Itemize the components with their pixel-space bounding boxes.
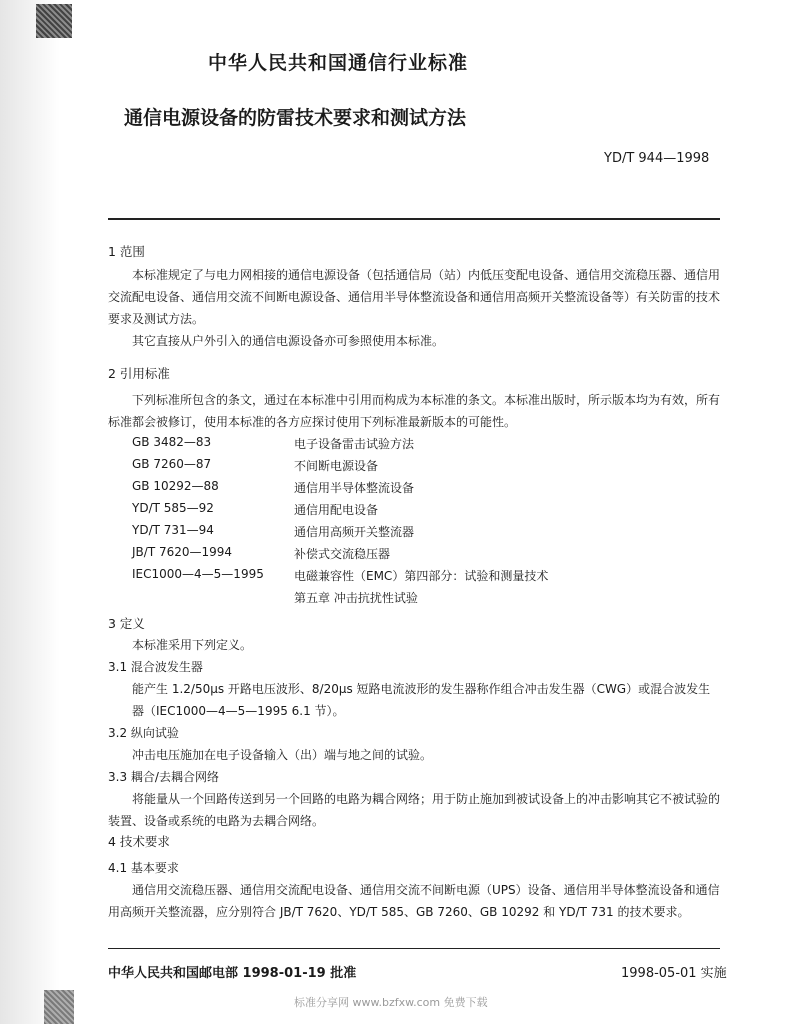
ref-name: 补偿式交流稳压器 bbox=[294, 547, 391, 561]
document-title: 通信电源设备的防雷技术要求和测试方法 bbox=[124, 107, 467, 129]
section-2-heading: 2 引用标准 bbox=[108, 366, 170, 381]
definition-3-2-heading: 3.2 纵向试验 bbox=[108, 726, 179, 740]
ref-code: YD/T 731—94 bbox=[132, 523, 214, 537]
ref-code: GB 7260—87 bbox=[132, 457, 212, 471]
ref-code: GB 10292—88 bbox=[132, 479, 219, 493]
section-3-heading: 3 定义 bbox=[108, 616, 145, 631]
ref-name: 通信用半导体整流设备 bbox=[294, 481, 415, 495]
ref-code: JB/T 7620—1994 bbox=[132, 545, 233, 559]
requirement-4-1-heading: 4.1 基本要求 bbox=[108, 861, 179, 875]
ref-name: 通信用高频开关整流器 bbox=[294, 525, 415, 539]
standard-code: YD/T 944—1998 bbox=[604, 151, 710, 166]
definition-3-3-text: 将能量从一个回路传送到另一个回路的电路为耦合网络；用于防止施加到被试设备上的冲击影响其它不被试验的装置、设备或系统的电路为去耦合网络。 bbox=[108, 792, 721, 828]
header-divider bbox=[108, 218, 720, 220]
ref-name: 不间断电源设备 bbox=[294, 459, 379, 473]
ref-name-continuation: 第五章 冲击抗扰性试验 bbox=[294, 591, 418, 605]
watermark: 标准分享网 www.bzfxw.com 免费下载 bbox=[294, 996, 488, 1009]
footer-divider bbox=[108, 948, 720, 949]
definition-3-1-text: 能产生 1.2/50μs 开路电压波形、8/20μs 短路电流波形的发生器称作组合冲击发生器（CWG）或混合波发生器（IEC1000—4—5—1995 6.1 节）。 bbox=[132, 682, 711, 718]
section-1-heading: 1 范围 bbox=[108, 244, 145, 259]
ref-name: 电磁兼容性（EMC）第四部分：试验和测量技术 bbox=[294, 569, 549, 583]
issuing-org: 中华人民共和国通信行业标准 bbox=[208, 52, 469, 74]
section-1-note: 其它直接从户外引入的通信电源设备亦可参照使用本标准。 bbox=[132, 334, 445, 348]
section-1-paragraph: 本标准规定了与电力网相接的通信电源设备（包括通信局（站）内低压变配电设备、通信用交流稳压器、通信用交流配电设备、通信用交流不间断电源设备、通信用半导体整流设备和通信用高频开关整流设备等）有关防雷的技术要求及测试方法。 bbox=[108, 268, 721, 326]
definition-3-3-heading: 3.3 耦合/去耦合网络 bbox=[108, 770, 219, 784]
section-3-intro: 本标准采用下列定义。 bbox=[132, 638, 253, 652]
section-4-heading: 4 技术要求 bbox=[108, 834, 170, 849]
definition-3-2-text: 冲击电压施加在电子设备输入（出）端与地之间的试验。 bbox=[132, 748, 433, 762]
definition-3-1-heading: 3.1 混合波发生器 bbox=[108, 660, 203, 674]
ref-code: GB 3482—83 bbox=[132, 435, 212, 449]
approval-line: 中华人民共和国邮电部 1998-01-19 批准 bbox=[108, 966, 357, 981]
ref-code: YD/T 585—92 bbox=[132, 501, 214, 515]
requirement-4-1-text: 通信用交流稳压器、通信用交流配电设备、通信用交流不间断电源（UPS）设备、通信用半导体整流设备和通信用高频开关整流器，应分别符合 JB/T 7620、YD/T 585、GB 7260、GB 10292 和 YD/T 731 的技术要求。 bbox=[108, 883, 720, 919]
scan-shadow bbox=[0, 0, 60, 1024]
scan-artifact-top bbox=[36, 4, 72, 38]
ref-name: 电子设备雷击试验方法 bbox=[294, 437, 415, 451]
section-2-paragraph: 下列标准所包含的条文，通过在本标准中引用而构成为本标准的条文。本标准出版时，所示版本均为有效，所有标准都会被修订，使用本标准的各方应探讨使用下列标准最新版本的可能性。 bbox=[108, 393, 721, 429]
ref-code: IEC1000—4—5—1995 bbox=[132, 567, 264, 581]
scan-artifact-bottom bbox=[44, 990, 74, 1024]
effective-date: 1998-05-01 实施 bbox=[621, 966, 727, 981]
ref-name: 通信用配电设备 bbox=[294, 503, 379, 517]
